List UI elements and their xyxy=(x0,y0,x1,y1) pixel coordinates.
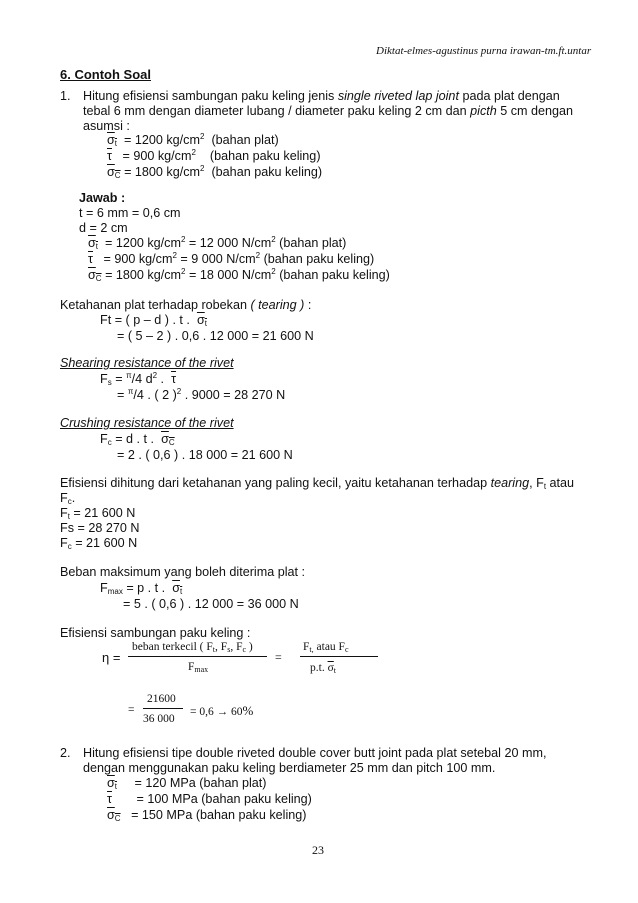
efficiency-fc-line: $F_c$. xyxy=(60,491,76,506)
problem1-line1 xyxy=(83,89,595,104)
given-note: (bahan paku keling) xyxy=(209,149,321,163)
sigma-symbol: $\sigma_t$ xyxy=(196,313,207,328)
sigma-symbol: $\sigma_t$ xyxy=(107,133,118,148)
efisiensi-title: Efisiensi sambungan paku keling : xyxy=(60,626,251,640)
answer-value: = 12 000 N/cm xyxy=(185,236,272,250)
joint-type: single riveted lap joint xyxy=(337,89,459,103)
tau-symbol: $\overline{\tau}$ xyxy=(88,252,93,266)
problem2-sigma-t xyxy=(107,776,267,791)
fraction-equals: = xyxy=(275,650,282,664)
fraction2-bar xyxy=(300,656,378,657)
beban-expression: = p . t . xyxy=(126,581,166,595)
given-value: = 1200 kg/cm xyxy=(124,133,200,147)
tearing-expression: Ft = ( p – d ) . t . xyxy=(100,313,190,327)
calc-numerator: 21600 xyxy=(147,693,176,705)
numerator-text: F xyxy=(303,641,310,653)
crushing-formula: $F_c = d$ . t . $\sigma_C$ xyxy=(100,432,175,447)
numerator-text: , F xyxy=(215,641,228,653)
fraction1-bar xyxy=(128,656,267,657)
tau-symbol: $\overline{\tau}$ xyxy=(107,792,112,806)
fraction1-numerator: beban terkecil ( $F_t$, $F_s$, $F_c$ ) xyxy=(132,641,253,654)
running-header: Diktat-elmes-agustinus purna irawan-tm.ft.untar xyxy=(376,45,592,57)
fraction2-denominator: p.t. $\overline{\sigma}_t$ xyxy=(310,662,337,675)
answer-sigma-t: $\sigma_t = 1200$ $kg/cm^2 = 12$ 000 $N/cm^2$ (bahan plat) xyxy=(88,235,347,251)
problem2-value: = 150 MPa (bahan paku keling) xyxy=(131,808,307,822)
answer-tau: $\overline{\tau}$ = 900 $kg/cm^2 = 9$ 000 $N/cm^2$ (bahan paku keling) xyxy=(88,251,375,266)
beban-formula: $F_{max} = p$ . t . $\sigma_t$ xyxy=(100,581,183,596)
calc-result-value: = 0,6 → 60 xyxy=(190,706,243,718)
answer-value: = 18 000 N/cm xyxy=(185,268,272,282)
percent-sign: % xyxy=(242,703,254,718)
sigma-symbol: $\sigma_t$ xyxy=(107,776,118,791)
problem2-number: 2. xyxy=(60,746,71,760)
problem1-line3: asumsi : xyxy=(83,119,130,133)
numerator-text: atau F xyxy=(313,641,345,653)
tearing-word: ( tearing ) xyxy=(250,298,305,312)
denominator-sub: max xyxy=(194,665,209,674)
given-note: (bahan plat) xyxy=(211,133,279,147)
shearing-result: = $^\pi$/4 . ( 2 )$^2$ . 9000 = 28 270 N xyxy=(117,387,286,402)
calc-equals: = xyxy=(128,704,135,716)
tearing-formula xyxy=(100,313,207,328)
problem1-text: tebal 6 mm dengan diameter lubang / diameter paku keling 2 cm dan xyxy=(83,104,471,118)
eta-symbol: η = xyxy=(102,650,121,665)
beban-result: = 5 . ( 0,6 ) . 12 000 = 36 000 N xyxy=(123,597,299,611)
given-value: = 1800 kg/cm xyxy=(124,165,201,179)
tearing-result: = ( 5 – 2 ) . 0,6 . 12 000 = 21 600 N xyxy=(117,329,314,343)
answer-value: = 9 000 N/cm xyxy=(176,252,256,266)
shearing-expression: /4 . ( 2 ) xyxy=(133,388,177,402)
force-fc: $F_c = 21$ 600 N xyxy=(60,536,138,551)
tau-symbol: $\overline{\tau}$ xyxy=(107,149,112,163)
problem2-tau xyxy=(107,792,312,807)
efficiency-explanation: Efisiensi dihitung dari ketahanan yang paling kecil, yaitu ketahanan terhadap tearing, $F_t$ atau xyxy=(60,476,575,491)
sigma-symbol: $\sigma_C$ xyxy=(107,165,121,180)
calc-result xyxy=(190,703,253,720)
problem2-sigma-c xyxy=(107,808,306,823)
beban-title: Beban maksimum yang boleh diterima plat : xyxy=(60,565,306,579)
given-sigma-t: $\sigma_t = 1200$ $kg/cm^2$ (bahan plat) xyxy=(107,132,279,148)
section-title: 6. Contoh Soal xyxy=(60,67,151,82)
shearing-value: . 9000 = 28 270 N xyxy=(181,388,286,402)
force-value: = 21 600 N xyxy=(71,536,138,550)
problem2-value: = 120 MPa (bahan plat) xyxy=(134,776,267,790)
tearing-title xyxy=(60,298,311,313)
numerator-text: beban terkecil ( F xyxy=(132,641,213,653)
answer-sigma-c: $\sigma_C = 1800$ $kg/cm^2 = 18$ 000 $N/cm^2$ (bahan paku keling) xyxy=(88,267,390,283)
answer-note: (bahan paku keling) xyxy=(260,252,375,266)
tearing-word: tearing xyxy=(490,476,530,490)
sigma-symbol: $\sigma_t$ xyxy=(172,581,183,596)
page-number: 23 xyxy=(312,843,324,857)
answer-t: t = 6 mm = 0,6 cm xyxy=(79,206,181,220)
calc-bar xyxy=(143,708,183,709)
problem2-value: = 100 MPa (bahan paku keling) xyxy=(136,792,312,806)
given-note: (bahan paku keling) xyxy=(211,165,323,179)
problem1-text: 5 cm dengan xyxy=(496,104,574,118)
shearing-expression: /4 d xyxy=(131,372,153,386)
problem1-number: 1. xyxy=(60,89,71,103)
given-value: = 900 kg/cm xyxy=(122,149,192,163)
problem2-line1: Hitung efisiensi tipe double riveted double cover butt joint pada plat setebal 20 mm, xyxy=(83,746,547,760)
force-fs: Fs = 28 270 N xyxy=(60,521,140,535)
answer-label: Jawab : xyxy=(79,191,126,205)
problem1-line2 xyxy=(83,104,573,119)
given-sigma-c: $\sigma_C = 1800$ $kg/cm^2$ (bahan paku keling) xyxy=(107,164,323,180)
answer-value: = 1200 kg/cm xyxy=(105,236,181,250)
crushing-result: = 2 . ( 0,6 ) . 18 000 = 21 600 N xyxy=(117,448,293,462)
answer-value: = 900 kg/cm xyxy=(103,252,173,266)
problem2-line2: dengan menggunakan paku keling berdiameter 25 mm dan pitch 100 mm. xyxy=(83,761,496,775)
efficiency-text: Efisiensi dihitung dari ketahanan yang paling kecil, yaitu ketahanan terhadap xyxy=(60,476,491,490)
denominator-text: F xyxy=(188,661,195,673)
calc-denominator: 36 000 xyxy=(143,713,175,725)
crushing-title: Crushing resistance of the rivet xyxy=(60,416,234,430)
tau-symbol: $\overline{\tau}$ xyxy=(171,372,177,386)
numerator-text: , F xyxy=(230,641,243,653)
tearing-text: Ketahanan plat terhadap robekan xyxy=(60,298,251,312)
fraction2-numerator: $F_{t,}$ atau $F_c$ xyxy=(303,641,349,654)
sigma-symbol: $\sigma_C$ xyxy=(107,808,121,823)
shearing-eq: = xyxy=(117,388,125,402)
problem1-text: Hitung efisiensi sambungan paku keling jenis xyxy=(83,89,338,103)
sigma-symbol: $\overline{\sigma}$ xyxy=(327,662,334,674)
efficiency-text: , F xyxy=(529,476,544,490)
answer-d: d = 2 cm xyxy=(79,221,128,235)
efficiency-text: atau xyxy=(546,476,575,490)
sigma-symbol: $\sigma_t$ xyxy=(88,236,99,251)
pitch-word: picth xyxy=(470,104,497,118)
shearing-title: Shearing resistance of the rivet xyxy=(60,356,234,370)
sigma-symbol: $\sigma_C$ xyxy=(88,268,102,283)
sigma-symbol: $\sigma_C$ xyxy=(161,432,175,447)
given-tau: $\overline{\tau}$ = 900 $kg/cm^2$ (bahan paku keling) xyxy=(107,148,321,163)
answer-note: (bahan paku keling) xyxy=(275,268,390,282)
efficiency-text: F xyxy=(60,491,68,505)
crushing-expression: = d . t . xyxy=(115,432,155,446)
answer-note: (bahan plat) xyxy=(275,236,347,250)
problem1-text: pada plat dengan xyxy=(458,89,560,103)
force-value: = 21 600 N xyxy=(69,506,136,520)
numerator-text: ) xyxy=(246,641,253,653)
tearing-text: : xyxy=(304,298,312,312)
force-ft: $F_t = 21$ 600 N xyxy=(60,506,136,521)
answer-value: = 1800 kg/cm xyxy=(105,268,182,282)
fraction1-denominator xyxy=(188,660,208,675)
denominator-text: p.t. xyxy=(310,662,325,674)
shearing-formula: $F_s = ^\pi/4$ $d^2$ . $\overline{\tau}$ xyxy=(100,371,177,387)
